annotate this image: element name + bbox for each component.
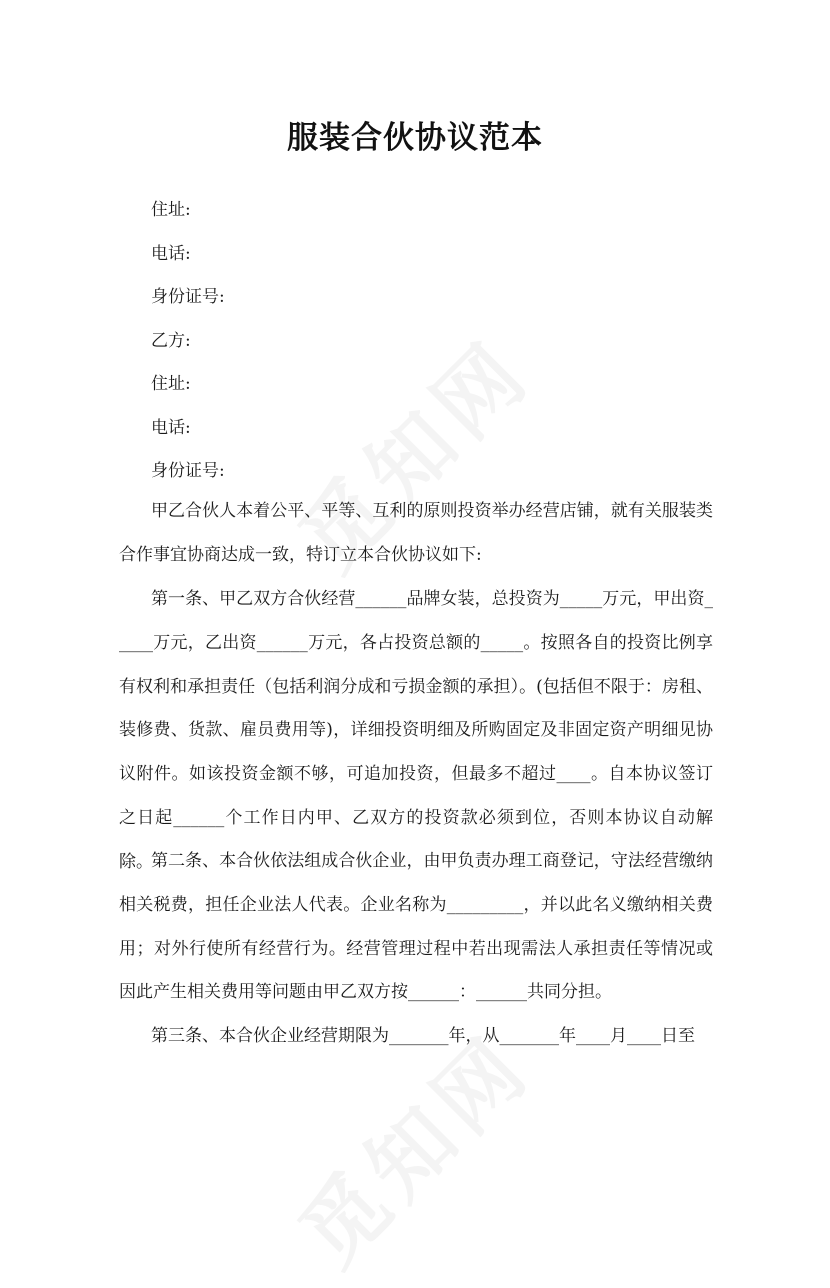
party-b-address-label: 住址: [151, 374, 191, 394]
party-a-phone-label: 电话: [151, 244, 191, 264]
document-title: 服装合伙协议范本 [287, 120, 543, 156]
article-1-paragraph: 第一条、甲乙双方合伙经营______品牌女装，总投资为_____万元，甲出资_____万元，乙出资______万元，各占投资总额的_____。按照各自的投资比例享有权利和承担责任（包括利润分成和亏损金额的承担）。(包括但不限于：房租、装修费、货款、雇员费用等)，详细投资明细及所购固定及非固定资产明细见协议附件。如该投资金额不够，可追加投资，但最多不超过____。自本协议签订之日起______个工作日内甲、乙双方的投资款必须到位，否则本协议自动解除。 [119, 589, 713, 872]
article-2-paragraph: 第二条、本合伙依法组成合伙企业，由甲负责办理工商登记，守法经营缴纳相关税费，担任企业法人代表。企业名称为_________，并以此名义缴纳相关费用；对外行使所有经营行为。经营管理过程中若出现需法人承担责任等情况或因此产生相关费用等问题由甲乙双方按______：______共同分担。 [119, 851, 713, 1003]
party-b-id-label: 身份证号: [151, 461, 225, 481]
article-3-paragraph: 第三条、本合伙企业经营期限为_______年，从_______年____月____日至 [151, 1026, 695, 1046]
party-b-label: 乙方: [151, 331, 191, 351]
party-a-id-label: 身份证号: [151, 287, 225, 307]
intro-paragraph: 甲乙合伙人本着公平、平等、互利的原则投资举办经营店铺，就有关服装类合作事宜协商达成一致，特订立本合伙协议如下: [119, 501, 713, 565]
party-a-address-label: 住址: [151, 200, 191, 220]
party-b-phone-label: 电话: [151, 418, 191, 438]
